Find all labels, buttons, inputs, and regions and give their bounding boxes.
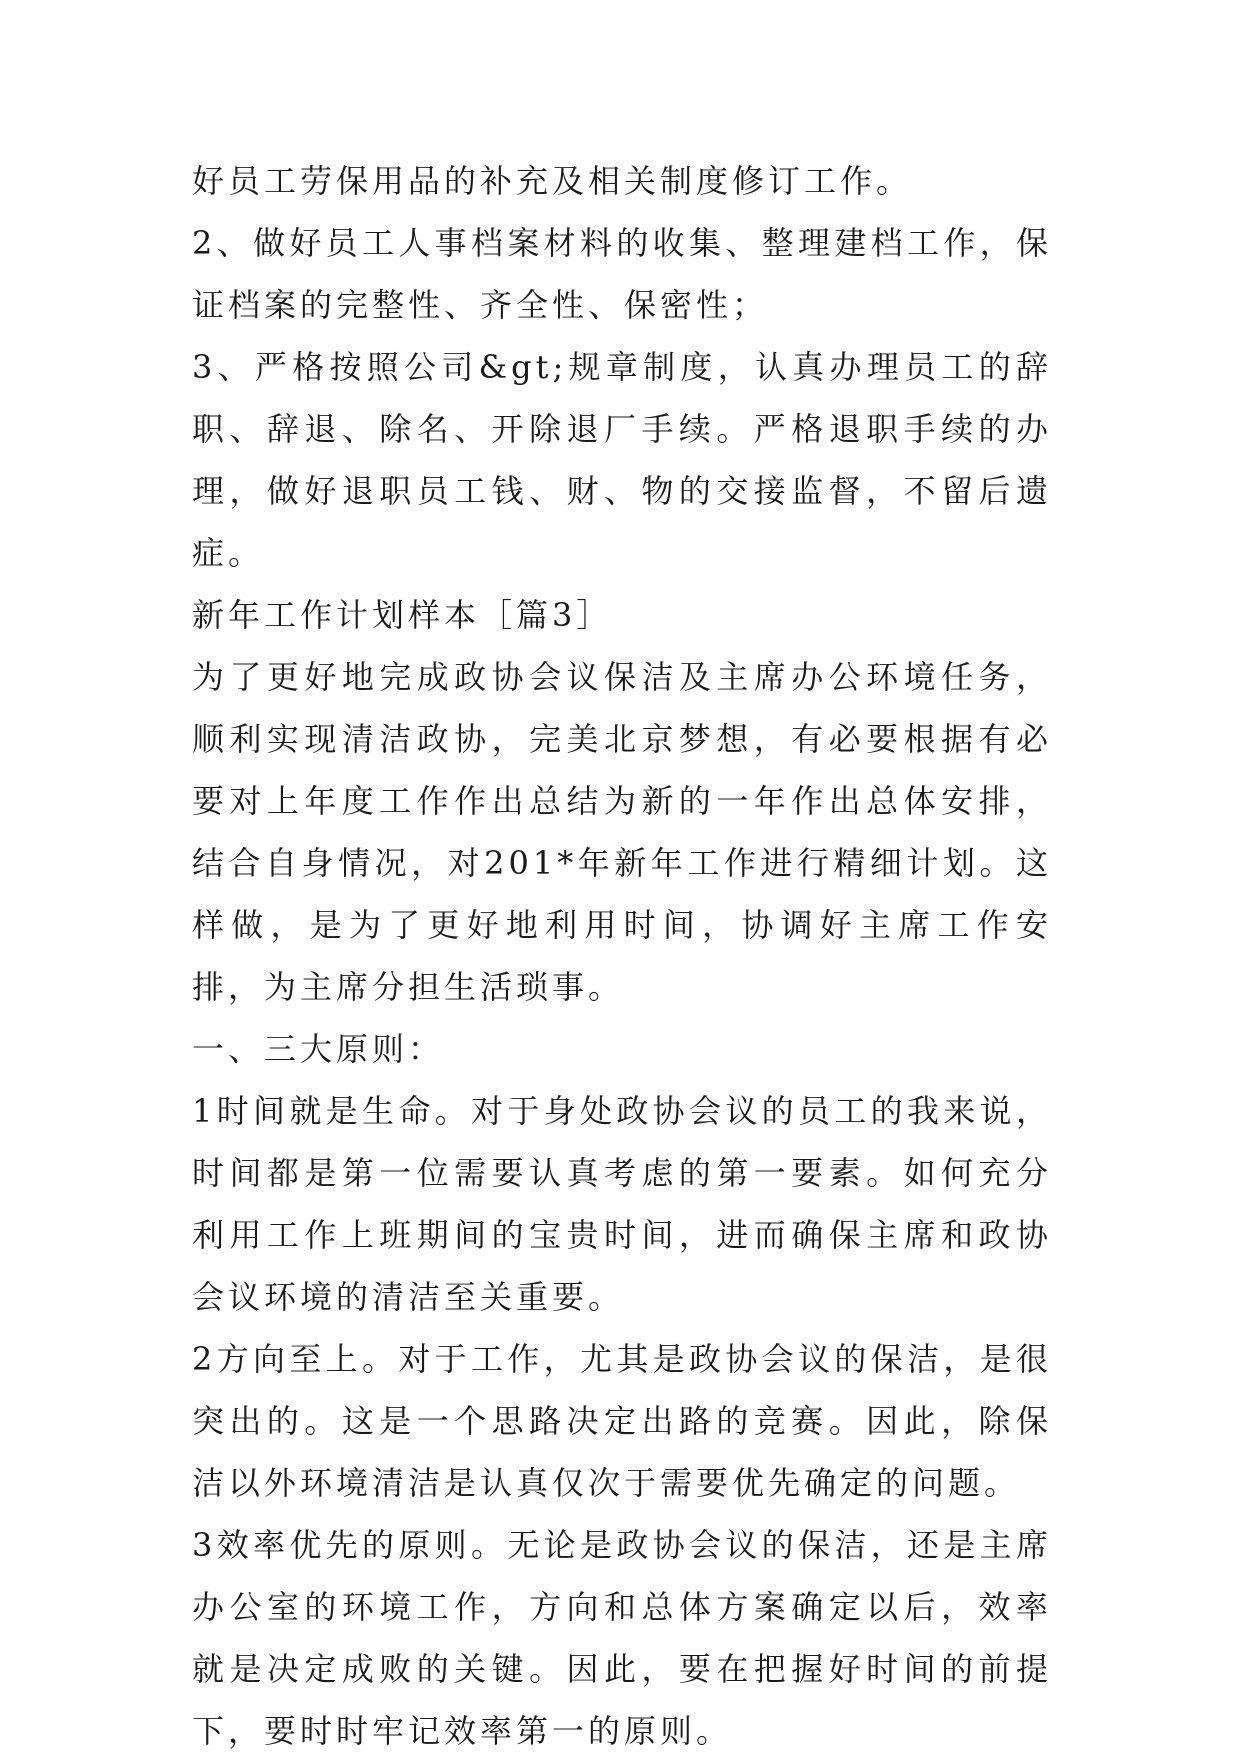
principle-2: 2方向至上。对于工作，尤其是政协会议的保洁，是很突出的。这是一个思路决定出路的竞赛。因此，除保洁以外环境清洁是认真仅次于需要优先确定的问题。 bbox=[192, 1340, 1052, 1502]
section-heading: 新年工作计划样本［篇3］ bbox=[192, 596, 613, 634]
paragraph-intro: 为了更好地完成政协会议保洁及主席办公环境任务，顺利实现清洁政协，完美北京梦想，有必要根据有必要对上年度工作作出总结为新的一年作出总体安排，结合自身情况，对201*年新年工作进行精细计划。这样做，是为了更好地利用时间，协调好主席工作安排，为主席分担生活琐事。 bbox=[192, 658, 1052, 1006]
paragraph-continuation: 好员工劳保用品的补充及相关制度修订工作。 bbox=[192, 162, 913, 200]
principle-1: 1时间就是生命。对于身处政协会议的员工的我来说，时间都是第一位需要认真考虑的第一要素。如何充分利用工作上班期间的宝贵时间，进而确保主席和政协会议环境的清洁至关重要。 bbox=[192, 1092, 1052, 1316]
subheading-principles: 一、三大原则： bbox=[192, 1030, 445, 1068]
document-body bbox=[192, 150, 1052, 1762]
paragraph-item-2: 2、做好员工人事档案材料的收集、整理建档工作，保证档案的完整性、齐全性、保密性； bbox=[192, 224, 1052, 324]
paragraph-item-3: 3、严格按照公司&gt;规章制度，认真办理员工的辞职、辞退、除名、开除退厂手续。严格退职手续的办理，做好退职员工钱、财、物的交接监督，不留后遗症。 bbox=[192, 348, 1052, 572]
principle-3: 3效率优先的原则。无论是政协会议的保洁，还是主席办公室的环境工作，方向和总体方案确定以后，效率就是决定成败的关键。因此，要在把握好时间的前提下，要时时牢记效率第一的原则。 bbox=[192, 1526, 1052, 1750]
